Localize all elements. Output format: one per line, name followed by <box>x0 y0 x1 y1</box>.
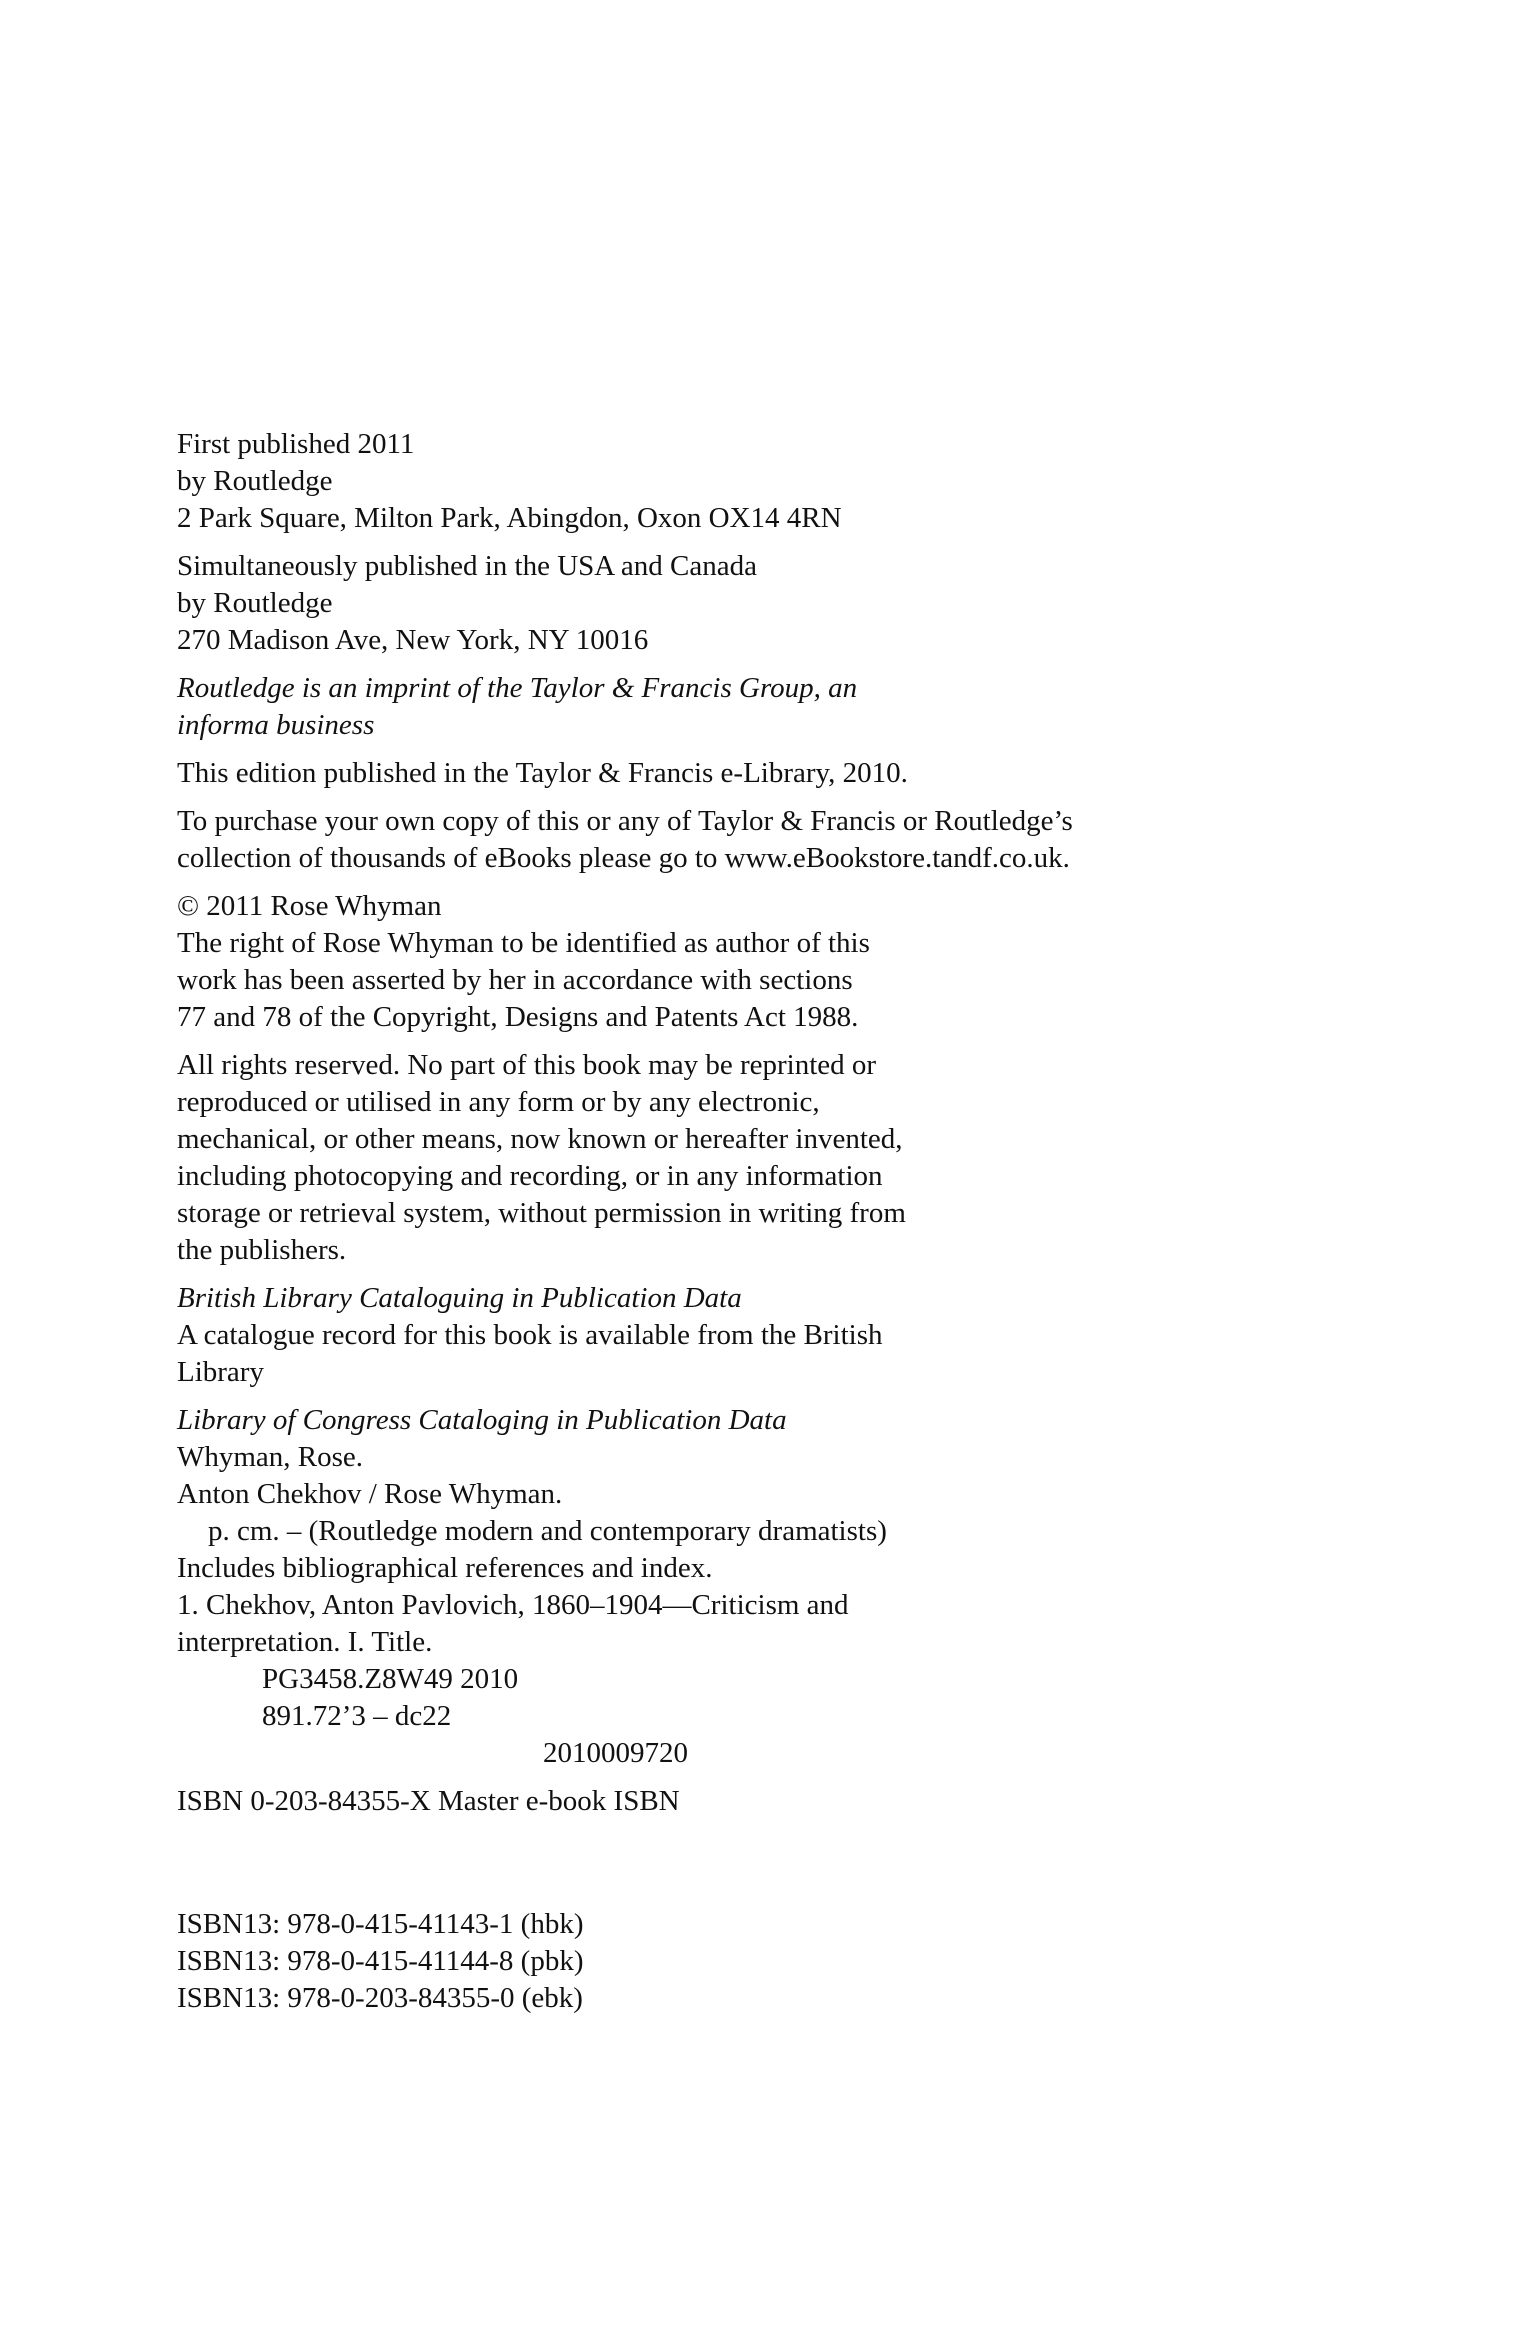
rights-line: the publishers. <box>177 1234 347 1266</box>
loc-line: 1. Chekhov, Anton Pavlovich, 1860–1904—Criticism and <box>177 1589 849 1621</box>
rights-line: All rights reserved. No part of this book may be reprinted or <box>177 1049 877 1081</box>
publisher-name: by Routledge <box>177 465 333 497</box>
imprint-line: informa business <box>177 709 375 741</box>
british-library-data <box>177 1280 1327 1391</box>
rights-line: reproduced or utilised in any form or by any electronic, <box>177 1086 820 1118</box>
isbn-ebk: ISBN13: 978-0-203-84355-0 (ebk) <box>177 1982 583 2014</box>
loc-call-number: PG3458.Z8W49 2010 <box>262 1663 519 1695</box>
us-publication-info <box>177 548 1327 659</box>
rights-line: storage or retrieval system, without permission in writing from <box>177 1197 906 1229</box>
rights-line: mechanical, or other means, now known or hereafter invented, <box>177 1123 903 1155</box>
copyright-page <box>177 426 1327 2017</box>
loc-line: Includes bibliographical references and index. <box>177 1552 713 1584</box>
copyright-statement <box>177 888 1327 1036</box>
loc-heading: Library of Congress Cataloging in Publication Data <box>177 1404 787 1436</box>
copyright-line: © 2011 Rose Whyman <box>177 890 442 922</box>
british-library-heading: British Library Cataloguing in Publication Data <box>177 1282 742 1314</box>
edition-line: This edition published in the Taylor & Francis e-Library, 2010. <box>177 757 908 789</box>
copyright-line: work has been asserted by her in accordance with sections <box>177 964 853 996</box>
purchase-line: collection of thousands of eBooks please go to www.eBookstore.tandf.co.uk. <box>177 842 1070 874</box>
us-address: 270 Madison Ave, New York, NY 10016 <box>177 624 649 656</box>
first-published: First published 2011 <box>177 428 415 460</box>
british-library-line: Library <box>177 1356 264 1388</box>
loc-data <box>177 1402 1327 1772</box>
imprint-statement <box>177 670 1327 744</box>
rights-line: including photocopying and recording, or in any information <box>177 1160 883 1192</box>
loc-dewey-number: 891.72’3 – dc22 <box>262 1700 452 1732</box>
us-publisher-name: by Routledge <box>177 587 333 619</box>
copyright-line: The right of Rose Whyman to be identified as author of this <box>177 927 870 959</box>
simultaneous-publication: Simultaneously published in the USA and Canada <box>177 550 757 582</box>
isbn-master <box>177 1783 1327 1820</box>
purchase-statement <box>177 803 1327 877</box>
loc-control-number: 2010009720 <box>543 1737 688 1769</box>
edition-statement <box>177 755 1327 792</box>
rights-statement <box>177 1047 1327 1269</box>
loc-line: Anton Chekhov / Rose Whyman. <box>177 1478 563 1510</box>
copyright-line: 77 and 78 of the Copyright, Designs and Patents Act 1988. <box>177 1001 859 1033</box>
isbn-pbk: ISBN13: 978-0-415-41144-8 (pbk) <box>177 1945 584 1977</box>
imprint-line: Routledge is an imprint of the Taylor & Francis Group, an <box>177 672 858 704</box>
british-library-line: A catalogue record for this book is available from the British <box>177 1319 883 1351</box>
loc-line: p. cm. – (Routledge modern and contemporary dramatists) <box>208 1515 887 1547</box>
isbn-hbk: ISBN13: 978-0-415-41143-1 (hbk) <box>177 1908 584 1940</box>
loc-line: Whyman, Rose. <box>177 1441 364 1473</box>
loc-line: interpretation. I. Title. <box>177 1626 433 1658</box>
uk-address: 2 Park Square, Milton Park, Abingdon, Oxon OX14 4RN <box>177 502 842 534</box>
isbn-master-line: ISBN 0-203-84355-X Master e-book ISBN <box>177 1785 680 1817</box>
isbn-spacer <box>177 1820 1327 1906</box>
purchase-line: To purchase your own copy of this or any of Taylor & Francis or Routledge’s <box>177 805 1073 837</box>
isbn-list <box>177 1906 1327 2017</box>
publication-info <box>177 426 1327 537</box>
